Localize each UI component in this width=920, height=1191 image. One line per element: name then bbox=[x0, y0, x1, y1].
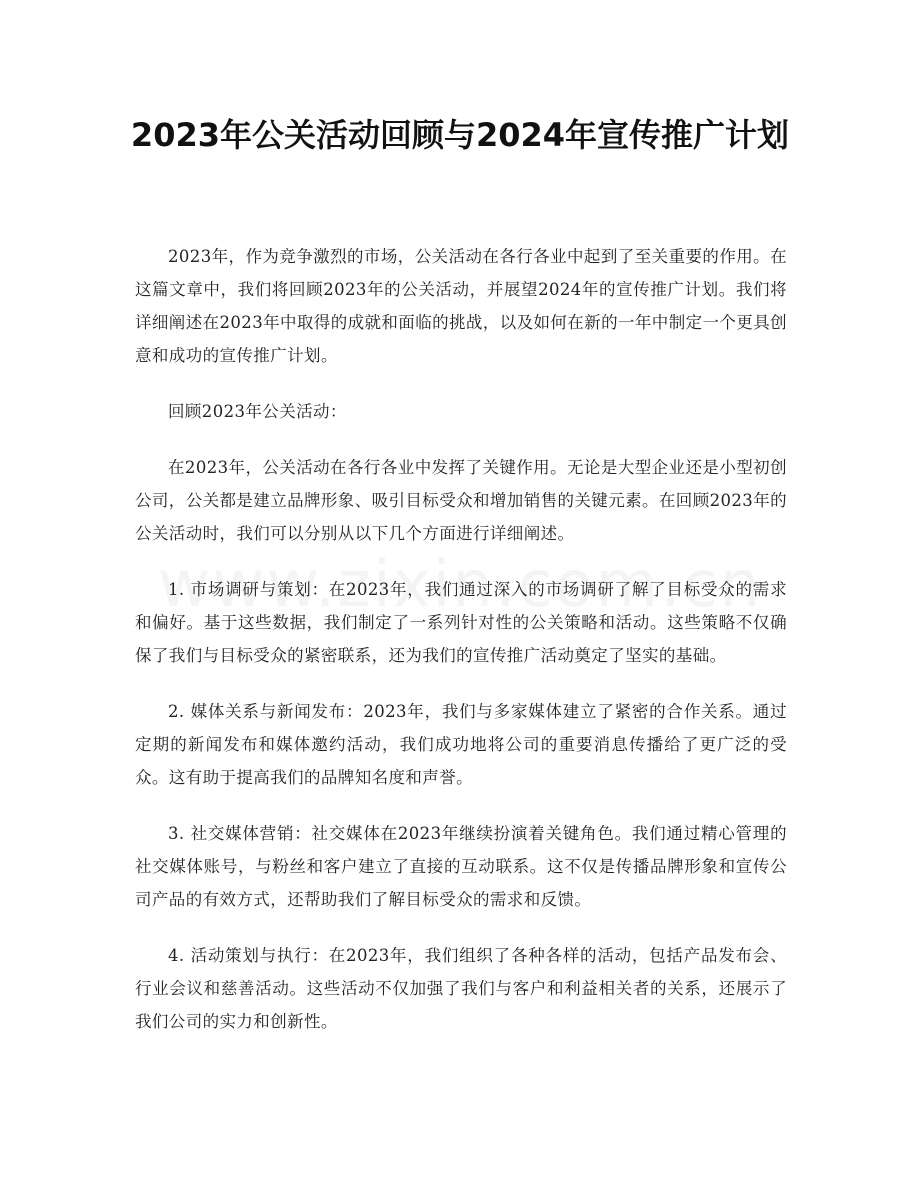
document-body bbox=[135, 240, 787, 1061]
paragraph-social-media: 3. 社交媒体营销：社交媒体在2023年继续扮演着关键角色。我们通过精心管理的社交媒体账号，与粉丝和客户建立了直接的互动联系。这不仅是传播品牌形象和宣传公司产品的有效方式，还帮助我们了解目标受众的需求和反馈。 bbox=[135, 824, 787, 909]
paragraph-review-overview: 在2023年，公关活动在各行各业中发挥了关键作用。无论是大型企业还是小型初创公司，公关都是建立品牌形象、吸引目标受众和增加销售的关键元素。在回顾2023年的公关活动时，我们可以分别从以下几个方面进行详细阐述。 bbox=[135, 458, 787, 543]
page-title: 2023年公关活动回顾与2024年宣传推广计划 bbox=[130, 116, 790, 154]
paragraph-media-relations: 2. 媒体关系与新闻发布：2023年，我们与多家媒体建立了紧密的合作关系。通过定期的新闻发布和媒体邀约活动，我们成功地将公司的重要消息传播给了更广泛的受众。这有助于提高我们的品牌知名度和声誉。 bbox=[135, 702, 787, 787]
paragraph-intro: 2023年，作为竞争激烈的市场，公关活动在各行各业中起到了至关重要的作用。在这篇文章中，我们将回顾2023年的公关活动，并展望2024年的宣传推广计划。我们将详细阐述在2023年中取得的成就和面临的挑战，以及如何在新的一年中制定一个更具创意和成功的宣传推广计划。 bbox=[135, 247, 787, 365]
section-heading-review: 回顾2023年公关活动： bbox=[168, 402, 347, 421]
paragraph-market-research: 1. 市场调研与策划：在2023年，我们通过深入的市场调研了解了目标受众的需求和偏好。基于这些数据，我们制定了一系列针对性的公关策略和活动。这些策略不仅确保了我们与目标受众的紧密联系，还为我们的宣传推广活动奠定了坚实的基础。 bbox=[135, 580, 787, 665]
paragraph-event-planning: 4. 活动策划与执行：在2023年，我们组织了各种各样的活动，包括产品发布会、行业会议和慈善活动。这些活动不仅加强了我们与客户和利益相关者的关系，还展示了我们公司的实力和创新性。 bbox=[135, 946, 787, 1031]
